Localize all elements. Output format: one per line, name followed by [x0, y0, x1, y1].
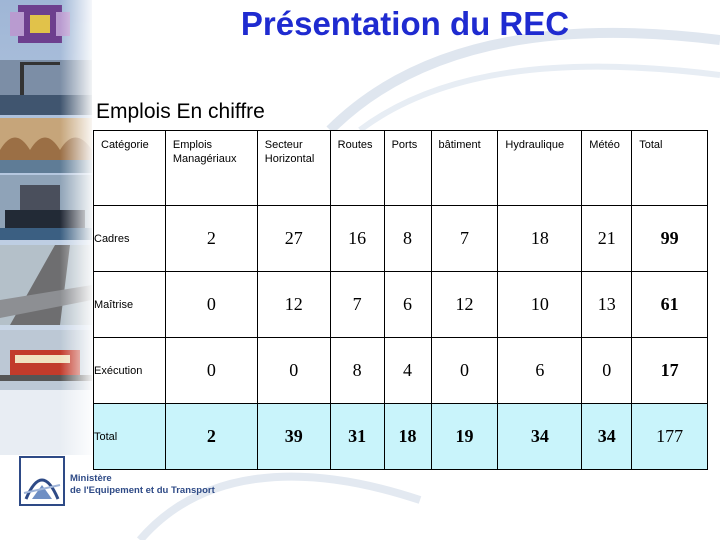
header-emplois-manageriaux: Emplois Managériaux [165, 131, 257, 206]
photo-collage [0, 0, 92, 455]
header-secteur-horizontal: Secteur Horizontal [257, 131, 330, 206]
row-total-cell: 17 [632, 338, 708, 404]
ministry-emblem-icon [18, 455, 66, 507]
table-cell: 16 [330, 206, 384, 272]
header-total: Total [632, 131, 708, 206]
table-cell: 0 [165, 272, 257, 338]
row-total-cell: 99 [632, 206, 708, 272]
table-cell: 8 [330, 338, 384, 404]
row-label: Total [94, 404, 166, 470]
row-label: Maîtrise [94, 272, 166, 338]
table-cell: 39 [257, 404, 330, 470]
table-cell: 21 [582, 206, 632, 272]
table-cell: 0 [431, 338, 498, 404]
table-cell: 12 [431, 272, 498, 338]
table-cell: 34 [582, 404, 632, 470]
ministry-name-line2: de l'Equipement et du Transport [70, 485, 215, 496]
ministry-name-line1: Ministère [70, 473, 112, 484]
table-cell: 12 [257, 272, 330, 338]
table-header-row [94, 131, 708, 206]
header-hydraulique: Hydraulique [498, 131, 582, 206]
table-cell: 13 [582, 272, 632, 338]
header-meteo: Météo [582, 131, 632, 206]
row-label: Cadres [94, 206, 166, 272]
table-cell: 2 [165, 404, 257, 470]
table-row-cadres [94, 206, 708, 272]
table-cell: 7 [431, 206, 498, 272]
row-total-cell: 61 [632, 272, 708, 338]
table-cell: 0 [582, 338, 632, 404]
table-cell: 18 [384, 404, 431, 470]
table-cell: 34 [498, 404, 582, 470]
table-cell: 4 [384, 338, 431, 404]
table-cell: 18 [498, 206, 582, 272]
row-label: Exécution [94, 338, 166, 404]
table-cell: 10 [498, 272, 582, 338]
section-subtitle: Emplois En chiffre [96, 100, 265, 123]
table-cell: 27 [257, 206, 330, 272]
header-categorie: Catégorie [94, 131, 166, 206]
header-ports: Ports [384, 131, 431, 206]
table-cell: 6 [498, 338, 582, 404]
table-cell: 19 [431, 404, 498, 470]
ministry-logo [18, 455, 238, 510]
table-row-maitrise [94, 272, 708, 338]
table-cell: 6 [384, 272, 431, 338]
table-row-execution [94, 338, 708, 404]
table-cell: 8 [384, 206, 431, 272]
table-cell: 31 [330, 404, 384, 470]
table-cell: 0 [257, 338, 330, 404]
emplois-table [93, 130, 708, 470]
table-cell: 7 [330, 272, 384, 338]
page-title: Présentation du REC [240, 5, 570, 42]
table-cell: 0 [165, 338, 257, 404]
header-routes: Routes [330, 131, 384, 206]
table-cell: 2 [165, 206, 257, 272]
header-batiment: bâtiment [431, 131, 498, 206]
grand-total-cell: 177 [632, 404, 708, 470]
ministry-name [70, 473, 215, 497]
